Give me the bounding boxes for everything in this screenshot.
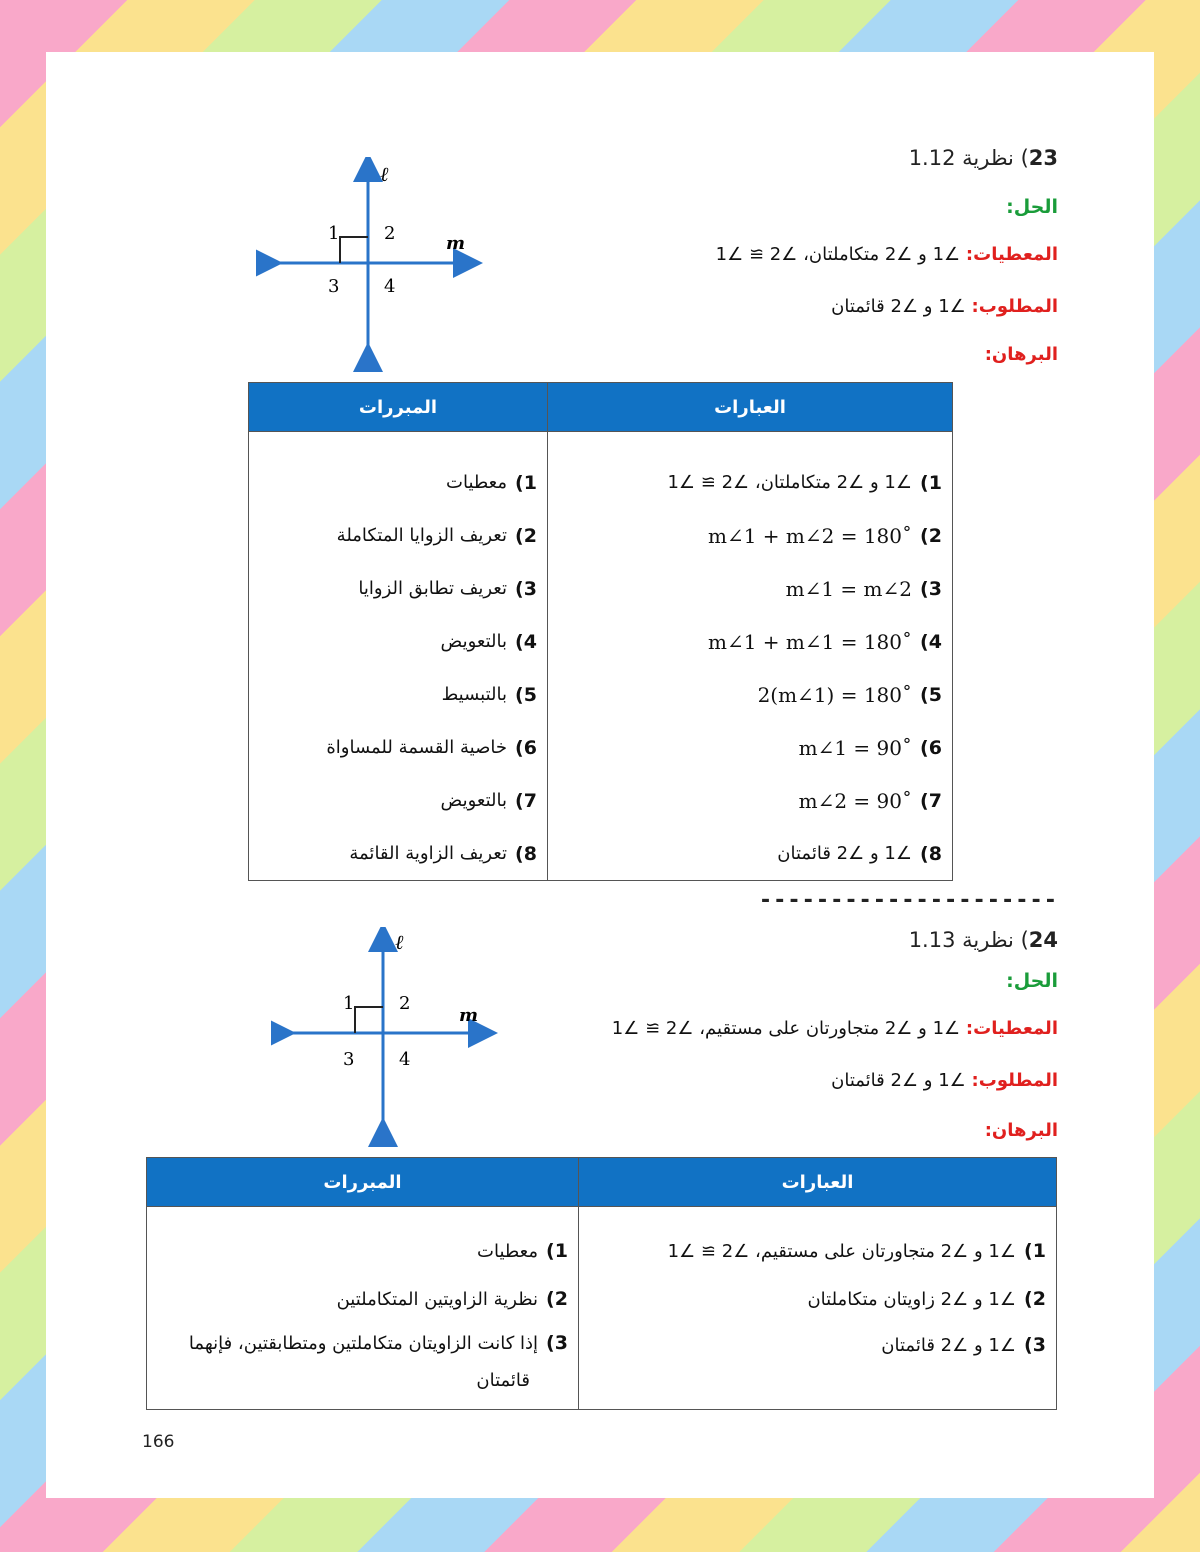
prove-label: المطلوب: <box>971 296 1058 317</box>
statement-row: 3 ) m∠1 = m∠2 <box>548 562 942 615</box>
right-angle-mark <box>355 1007 383 1033</box>
reason-row: 3 ) تعريف تطابق الزوايا <box>249 562 537 615</box>
statement-row: 4 ) m∠1 + m∠1 = 180˚ <box>548 615 942 668</box>
angle-label-2: 2 <box>384 223 396 244</box>
angle-label-3: 3 <box>343 1049 355 1070</box>
proof-table-24 <box>146 1157 1057 1410</box>
angle-label-3: 3 <box>328 276 340 297</box>
right-angle-mark <box>340 237 368 263</box>
given-label: المعطيات: <box>965 244 1058 265</box>
reason-row: 1 ) معطيات <box>249 456 537 509</box>
problem-23-heading: 23) نظرية 1.12 <box>908 146 1058 170</box>
reason-row: 7 ) بالتعويض <box>249 774 537 827</box>
angle-label-2: 2 <box>399 993 411 1014</box>
theorem-title: نظرية 1.12 <box>908 146 1014 170</box>
statement-row: 2 ) ∠1 و ∠2 زاويتان متكاملتان <box>579 1275 1046 1323</box>
perpendicular-lines-figure-23 <box>256 157 486 377</box>
reasons-header: المبررات <box>147 1158 579 1207</box>
reason-row: 3 ) إذا كانت الزاويتان متكاملتين ومتطابقتين، فإنهما <box>147 1323 568 1363</box>
statement-row: 3 ) ∠1 و ∠2 قائمتان <box>579 1323 1046 1367</box>
statements-column <box>579 1207 1057 1410</box>
theorem-title: نظرية 1.13 <box>908 928 1014 952</box>
given-text: ∠1 و ∠2 متكاملتان، ∠2 ≅ ∠1 <box>715 244 961 265</box>
solution-label: الحل: <box>1006 970 1058 992</box>
reason-row: 5 ) بالتبسيط <box>249 668 537 721</box>
statement-row: 8 ) ∠1 و ∠2 قائمتان <box>548 827 942 880</box>
proof-table-23 <box>248 382 953 881</box>
angle-label-1: 1 <box>328 223 340 244</box>
reasons-column <box>249 432 548 881</box>
angle-label-4: 4 <box>399 1049 411 1070</box>
statement-row: 6 ) m∠1 = 90˚ <box>548 721 942 774</box>
section-separator: --------------------- <box>758 888 1058 913</box>
reason-row: 4 ) بالتعويض <box>249 615 537 668</box>
problem-number: 24 <box>1028 928 1058 952</box>
perpendicular-lines-figure-24 <box>271 927 501 1147</box>
reason-row: 2 ) تعريف الزوايا المتكاملة <box>249 509 537 562</box>
prove-text: ∠1 و ∠2 قائمتان <box>831 296 966 317</box>
label-l: ℓ <box>395 930 404 954</box>
prove-line <box>831 1070 1058 1091</box>
angle-label-4: 4 <box>384 276 396 297</box>
statement-row: 1 ) ∠1 و ∠2 متجاورتان على مستقيم، ∠2 ≅ ∠1 <box>579 1227 1046 1275</box>
proof-label: البرهان: <box>984 344 1058 365</box>
prove-text: ∠1 و ∠2 قائمتان <box>831 1070 966 1091</box>
statements-header: العبارات <box>548 383 953 432</box>
reason-row: 8 ) تعريف الزاوية القائمة <box>249 827 537 880</box>
reason-row: 2 ) نظرية الزاويتين المتكاملتين <box>147 1275 568 1323</box>
statement-row: 5 ) 2(m∠1) = 180˚ <box>548 668 942 721</box>
reasons-header: المبررات <box>249 383 548 432</box>
label-m: m <box>446 233 466 254</box>
statements-column <box>548 432 953 881</box>
given-text: ∠1 و ∠2 متجاورتان على مستقيم، ∠2 ≅ ∠1 <box>611 1018 961 1039</box>
reason-row: 6 ) خاصية القسمة للمساواة <box>249 721 537 774</box>
label-m: m <box>459 1005 479 1026</box>
prove-line <box>831 296 1058 317</box>
reasons-column <box>147 1207 579 1410</box>
statement-row: 7 ) m∠2 = 90˚ <box>548 774 942 827</box>
angle-label-1: 1 <box>343 993 355 1014</box>
solution-label: الحل: <box>1006 196 1058 218</box>
proof-label: البرهان: <box>984 1120 1058 1141</box>
reason-row-continuation: قائمتان <box>476 1369 530 1391</box>
given-line <box>612 1018 1058 1039</box>
reason-row: 1 ) معطيات <box>147 1227 568 1275</box>
page <box>46 52 1154 1498</box>
statement-row: 1 ) ∠1 و ∠2 متكاملتان، ∠2 ≅ ∠1 <box>548 456 942 509</box>
page-number: 166 <box>142 1432 175 1452</box>
given-line <box>716 244 1058 265</box>
prove-label: المطلوب: <box>971 1070 1058 1091</box>
label-l: ℓ <box>380 162 389 186</box>
statements-header: العبارات <box>579 1158 1057 1207</box>
given-label: المعطيات: <box>965 1018 1058 1039</box>
problem-24-heading: 24) نظرية 1.13 <box>908 928 1058 952</box>
problem-number: 23 <box>1028 146 1058 170</box>
statement-row: 2 ) m∠1 + m∠2 = 180˚ <box>548 509 942 562</box>
